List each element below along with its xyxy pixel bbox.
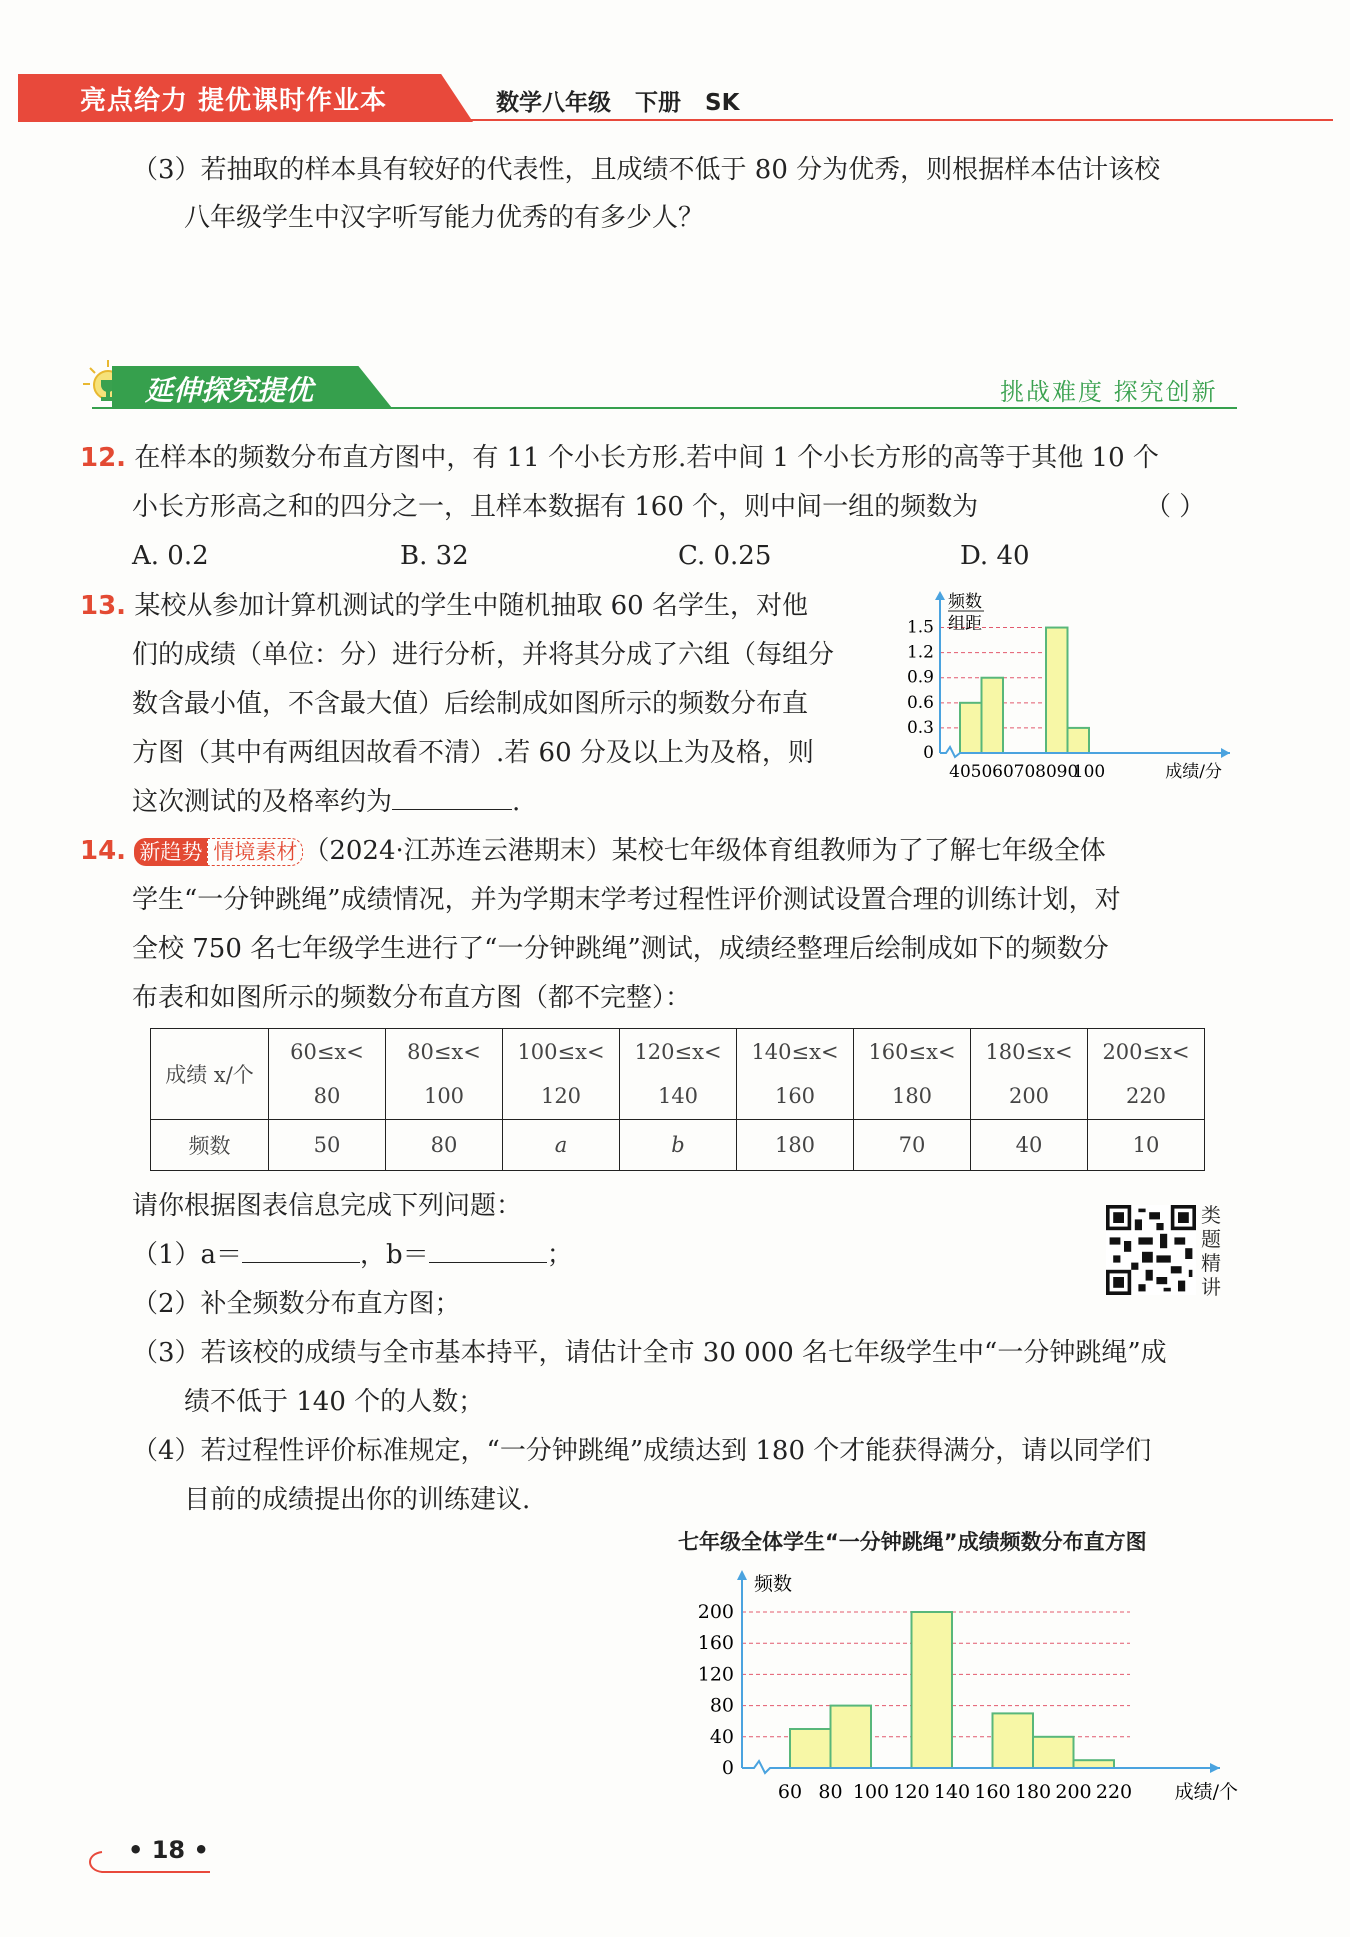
x-tick-label: 70 — [1013, 762, 1036, 782]
q14-part1-b-label: ，b＝ — [360, 1240, 429, 1270]
table-cell-interval: 180≤x< 200 — [971, 1029, 1088, 1120]
y-tick-label: 1.5 — [906, 617, 934, 638]
q13-histogram — [880, 585, 1250, 785]
q13-period: . — [512, 787, 521, 817]
q12-option-d[interactable]: D. 40 — [960, 541, 1030, 571]
qr-label: 类题精讲 — [1201, 1203, 1221, 1299]
chart2-title: 七年级全体学生“一分钟跳绳”成绩频数分布直方图 — [678, 1530, 1147, 1554]
q13-line2: 们的成绩（单位：分）进行分析，并将其分成了六组（每组分 — [132, 640, 835, 670]
q12-option-b[interactable]: B. 32 — [400, 541, 469, 571]
q14-line4: 布表和如图所示的频数分布直方图（都不完整）： — [132, 983, 692, 1013]
table-row-intervals — [151, 1029, 1205, 1120]
q14-part3-line2: 绩不低于 140 个的人数； — [184, 1387, 485, 1417]
q11-part3-line2: 八年级学生中汉字听写能力优秀的有多少人？ — [184, 203, 705, 233]
q14-line3: 全校 750 名七年级学生进行了“一分钟跳绳”测试，成绩经整理后绘制成如下的频数分 — [132, 934, 1109, 964]
q14-histogram — [690, 1560, 1250, 1810]
x-tick-label: 160 — [974, 1781, 1011, 1803]
q12-option-a[interactable]: A. 0.2 — [132, 541, 209, 571]
table-cell-frequency: 50 — [269, 1120, 386, 1171]
table-cell-frequency: 70 — [854, 1120, 971, 1171]
x-tick-label: 50 — [970, 762, 993, 782]
table-cell-frequency: 40 — [971, 1120, 1088, 1171]
tag-new-trend: 新趋势 — [134, 838, 207, 866]
q14-prompt: 请你根据图表信息完成下列问题： — [132, 1191, 523, 1221]
table-cell-frequency: 180 — [737, 1120, 854, 1171]
q14-part1-end: ； — [546, 1240, 573, 1270]
x-tick-label: 80 — [1035, 762, 1057, 782]
q14-line2: 学生“一分钟跳绳”成绩情况，并为学期末学考过程性评价测试设置合理的训练计划，对 — [132, 885, 1121, 915]
q13-answer-blank[interactable] — [392, 779, 512, 810]
y-tick-label: 0 — [923, 743, 934, 763]
histogram-bar — [1046, 628, 1068, 753]
histogram-bar — [960, 703, 982, 753]
q13-line1 — [80, 582, 808, 630]
histogram-bar — [1074, 1760, 1115, 1768]
table-cell-frequency: b — [620, 1120, 737, 1171]
q14-b-blank[interactable] — [429, 1232, 547, 1263]
y-tick-label: 0 — [721, 1757, 734, 1779]
histogram-bar — [912, 1612, 953, 1768]
y-axis-arrow — [737, 1570, 747, 1580]
table-cell-interval: 80≤x< 100 — [386, 1029, 503, 1120]
q14-text1: （2024·江苏连云港期末）某校七年级体育组教师为了了解七年级全体 — [303, 836, 1106, 866]
tag-context: 情境素材 — [207, 838, 303, 866]
x-tick-label: 60 — [777, 1781, 803, 1803]
q12-line1 — [80, 434, 1159, 482]
table-cell-interval: 200≤x< 220 — [1088, 1029, 1205, 1120]
q14-part4-line1: （4）若过程性评价标准规定，“一分钟跳绳”成绩达到 180 个才能获得满分，请以同学们 — [132, 1436, 1152, 1466]
q12-option-c[interactable]: C. 0.25 — [678, 541, 772, 571]
x-tick-label: 90 — [1056, 762, 1079, 782]
y-axis-label: 频数 — [754, 1573, 793, 1595]
x-tick-label: 80 — [818, 1781, 843, 1803]
q12-number: 12. — [80, 443, 127, 473]
q13-text5: 这次测试的及格率约为 — [132, 787, 393, 817]
y-tick-label: 200 — [697, 1601, 734, 1623]
y-axis-label-top: 频数 — [948, 592, 982, 612]
qr-code-icon[interactable] — [1106, 1205, 1196, 1295]
subject-label: 数学八年级 下册 SK — [496, 90, 740, 116]
y-tick-label: 1.2 — [906, 642, 934, 663]
table-cell-frequency: 80 — [386, 1120, 503, 1171]
table-cell-frequency: 10 — [1088, 1120, 1205, 1171]
q12-line2: 小长方形高之和的四分之一，且样本数据有 160 个，则中间一组的频数为 — [132, 492, 979, 522]
y-axis-arrow — [935, 591, 945, 600]
histogram-bar — [1068, 728, 1090, 753]
table-row-frequency — [151, 1120, 1205, 1171]
q12-answer-bracket[interactable]: （ ） — [1145, 492, 1206, 522]
x-axis-arrow — [1210, 1763, 1220, 1773]
histogram-bar — [993, 1713, 1034, 1768]
x-tick-label: 100 — [852, 1781, 890, 1803]
table-cell-interval: 160≤x< 180 — [854, 1029, 971, 1120]
q12-text1: 在样本的频数分布直方图中，有 11 个小长方形.若中间 1 个小长方形的高等于其他 10 个 — [134, 443, 1159, 473]
x-tick-label: 140 — [933, 1781, 971, 1803]
q14-number: 14. — [80, 836, 127, 866]
table-cell-frequency: a — [503, 1120, 620, 1171]
x-axis-label: 成绩/分 — [1165, 762, 1222, 782]
section-subtitle: 挑战难度 探究创新 — [1000, 378, 1218, 406]
x-tick-label: 40 — [949, 762, 971, 782]
histogram-bar — [1033, 1737, 1074, 1768]
x-axis-label: 成绩/个 — [1174, 1781, 1238, 1803]
x-tick-label: 60 — [992, 762, 1014, 782]
q13-line5 — [132, 778, 520, 826]
q13-number: 13. — [80, 591, 127, 621]
q14-part1-a-label: （1）a＝ — [132, 1240, 243, 1270]
table-header-frequency: 频数 — [151, 1120, 269, 1171]
q11-part3-line1: （3）若抽取的样本具有较好的代表性，且成绩不低于 80 分为优秀，则根据样本估计该校 — [132, 155, 1161, 185]
section-title: 延伸探究提优 — [145, 374, 314, 407]
x-tick-label: 100 — [1072, 762, 1106, 782]
x-tick-label: 200 — [1055, 1781, 1092, 1803]
y-tick-label: 0.6 — [906, 692, 934, 713]
y-tick-label: 80 — [709, 1694, 734, 1717]
q13-line3: 数含最小值，不含最大值）后绘制成如图所示的频数分布直 — [132, 689, 809, 719]
y-tick-label: 40 — [709, 1725, 734, 1748]
q14-a-blank[interactable] — [242, 1232, 360, 1263]
histogram-bar — [790, 1729, 831, 1768]
x-axis-arrow — [1221, 748, 1230, 758]
q14-part4-line2: 目前的成绩提出你的训练建议. — [184, 1485, 531, 1515]
table-cell-interval: 60≤x< 80 — [269, 1029, 386, 1120]
page-number: • 18 • — [128, 1836, 209, 1864]
table-cell-interval: 100≤x< 120 — [503, 1029, 620, 1120]
y-tick-label: 120 — [697, 1663, 734, 1686]
q13-line4: 方图（其中有两组因故看不清）.若 60 分及以上为及格，则 — [132, 738, 814, 768]
q14-part2: （2）补全频数分布直方图； — [132, 1289, 461, 1319]
table-cell-interval: 140≤x< 160 — [737, 1029, 854, 1120]
y-tick-label: 0.3 — [906, 717, 934, 738]
q14-part1 — [132, 1231, 573, 1279]
table-cell-interval: 120≤x< 140 — [620, 1029, 737, 1120]
histogram-bar — [982, 678, 1004, 753]
x-tick-label: 220 — [1095, 1781, 1133, 1803]
histogram-bar — [831, 1706, 872, 1768]
q14-line1 — [80, 827, 1106, 875]
q14-part3-line1: （3）若该校的成绩与全市基本持平，请估计全市 30 000 名七年级学生中“一分钟跳绳”成 — [132, 1338, 1167, 1368]
q13-text1: 某校从参加计算机测试的学生中随机抽取 60 名学生，对他 — [134, 591, 808, 621]
y-tick-label: 160 — [697, 1632, 734, 1655]
y-tick-label: 0.9 — [906, 667, 934, 688]
x-tick-label: 180 — [1014, 1781, 1052, 1803]
table-header-score: 成绩 x/个 — [151, 1029, 269, 1120]
x-tick-label: 120 — [893, 1781, 930, 1803]
frequency-table — [150, 1028, 1205, 1171]
header-rule — [18, 119, 1333, 121]
book-brand: 亮点给力 提优课时作业本 — [80, 86, 388, 116]
y-axis-label-bottom: 组距 — [948, 614, 982, 634]
